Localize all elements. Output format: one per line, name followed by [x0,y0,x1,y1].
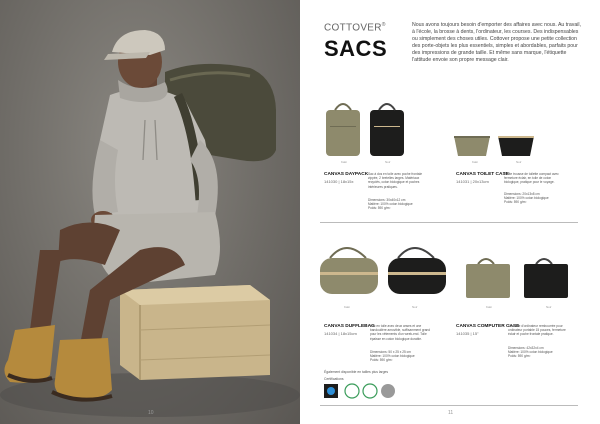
bottom-rule [320,405,578,406]
caption-black: Noir [385,160,391,164]
recycle-icon [363,384,377,398]
daypack-images [320,98,410,160]
cert-label: Certifications [324,377,344,381]
caption-black: Noir [412,305,418,309]
footer-note: Également disponible en tailles plus larges [324,370,389,374]
product-specs: Dimensions: 50 x 25 x 25 cm Matière: 100% coton biologique Poids: 590 g/m² [370,350,415,363]
brand-name: COTTOVER® [324,22,386,34]
divider [320,222,578,223]
certification-logos [324,382,404,400]
caption-black: Noir [546,305,552,309]
product-ref: 141034 | 18x15cm [324,331,357,336]
product-specs: Dimensions: 42x32x4 cm Matière: 100% coton biologique Poids: 590 g/m² [508,346,553,359]
product-name: CANVAS DAYPACK [324,172,369,177]
organic-icon [345,384,359,398]
product-ref: 141031 | 20x13cm [456,179,489,184]
page-number-right: 11 [448,410,454,416]
caption-khaki: Kaki [341,160,347,164]
product-specs: Dimensions: 30x40x12 cm Matière: 100% coton biologique Poids: 590 g/m² [368,198,413,211]
product-ref: 141030 | 18x15x [324,179,354,184]
caption-khaki: Kaki [472,160,478,164]
product-name: CANVAS DUFFLEBAG [324,324,375,329]
caption-black: Noir [516,160,522,164]
product-ref: 141035 | 15" [456,331,479,336]
caption-khaki: Kaki [344,305,350,309]
catalog-page [300,0,600,424]
intro-paragraph: Nous avons toujours besoin d'emporter des affaires avec nous. Au travail, à l'école, la brosse à dents, l'ordinateur, les courses. Des indispensables ou simplement des choses utiles. Cottover propose une petite collection des porte-objets les plus essentiels, simples et abordables, parfaits pour des impressions de grande taille. Et même sans marque, l'étiquette l'attitude envoie son propre message clair. [412,22,582,63]
product-description: Sac à dos en toile avec poche frontale zippée, 2 bretelles larges. Matériaux recyclés, coton biologique et poches intérieures pratiques. [368,172,423,189]
computer-case-images [464,252,574,302]
page-number-left: 10 [148,410,154,416]
product-name: CANVAS TOILET CASE [456,172,509,177]
product-description: Sac en toile avec deux anses et une bandoulière amovible, suffisamment grand pour les vêtements d'un week-end. Toile épaisse en coton biologique durable. [370,324,431,341]
caption-khaki: Kaki [486,305,492,309]
product-description: Sacoche d'ordinateur rembourrée pour ordinateur portable 15 pouces, fermeture éclair et poche frontale pratique. [508,324,566,337]
standard-icon [381,384,395,398]
dufflebag-images [316,236,446,300]
product-description: Petite trousse de toilette compact avec fermeture éclair, en toile de coton biologique, pratique pour le voyage. [504,172,559,185]
toilet-case-images [450,128,540,160]
product-name: CANVAS COMPUTER CASE [456,324,520,329]
page-title: SACS [324,36,388,61]
product-specs: Dimensions: 20x13x8 cm Matière: 100% coton biologique Poids: 590 g/m² [504,192,549,205]
